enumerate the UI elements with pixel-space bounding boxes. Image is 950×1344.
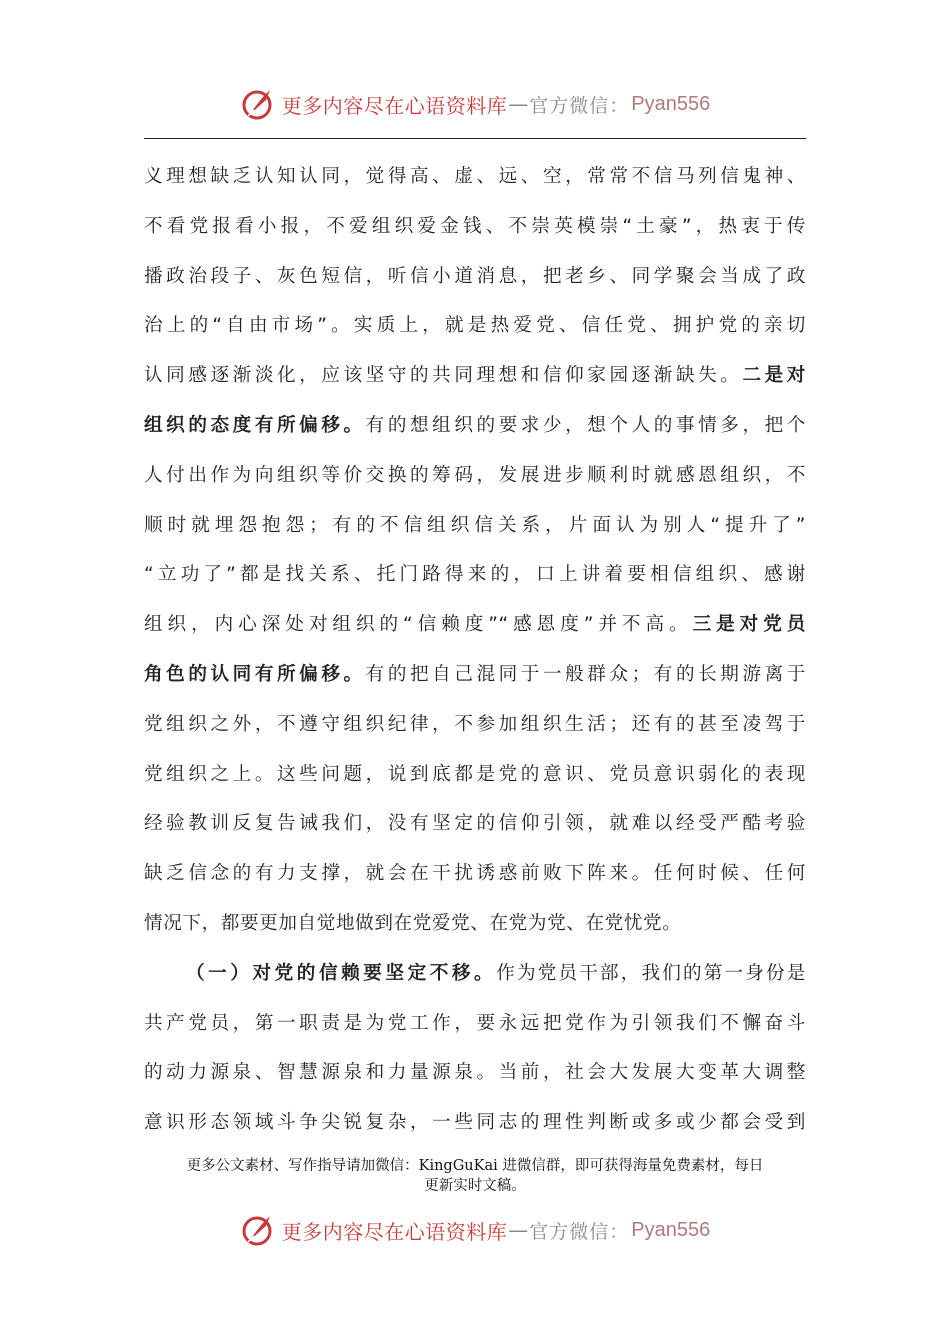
footer-line: 更新实时文稿。 [424,1178,526,1194]
body-line: 播政治段子、灰色短信，听信小道消息，把老乡、同学聚会当成了政 [144,265,806,287]
body-line: 经验教训反复告诫我们，没有坚定的信仰引领，就难以经受严酷考验 [144,813,806,835]
body-line [144,600,806,650]
bold-heading-run: 三是对党员 [692,614,806,636]
body-line: 义理想缺乏认知认同，觉得高、虚、远、空，常常不信马列信鬼神、 [144,166,806,187]
body-line [144,949,806,999]
body-line: 不看党报看小报，不爱组织爱金钱、不崇英模崇“土豪”，热衷于传 [144,215,806,237]
bold-heading-run: 角色的认同有所偏移。 [144,663,366,685]
body-line: 治上的“自由市场”。实质上，就是热爱党、信任党、拥护党的亲切 [144,315,806,337]
banner-dash: — [508,92,529,116]
bold-heading-run: 组织的态度有所偏移。 [144,414,366,436]
body-line: 顺时就埋怨抱怨；有的不信组织信关系，片面认为别人“提升了” [144,514,806,536]
quill-pen-logo-icon [240,1212,276,1248]
body-text-run: 作为党员干部，我们的第一身份是 [496,962,806,984]
banner-title: 更多内容尽在心语资料库 [281,1219,508,1244]
document-body [144,152,806,1148]
footer-banner [0,1208,950,1252]
banner-wechat-id: Pyan556 [631,1218,711,1241]
banner-dash: — [508,1218,529,1242]
header-banner [0,82,950,126]
body-line [144,650,806,700]
quill-pen-logo-icon [240,86,276,122]
banner-wechat-id: Pyan556 [631,92,711,115]
footer-line: 更多公文素材、写作指导请加微信：KingGuKai 进微信群，即可获得海量免费素材，每日 [186,1158,764,1174]
body-line: 党组织之上。这些问题，说到底都是党的意识、党员意识弱化的表现 [144,763,806,785]
banner-subtitle: 官方微信： [529,1220,630,1243]
body-line: 党组织之外，不遵守组织纪律，不参加组织生活；还有的甚至凌驾于 [144,713,806,735]
body-line: 缺乏信念的有力支撑，就会在干扰诱惑前败下阵来。任何时候、任何 [144,863,806,885]
section-heading: （一）对党的信赖要坚定不移。 [186,962,497,984]
footer-note [144,1156,806,1196]
body-line: 共产党员，第一职责是为党工作，要永远把党作为引领我们不懈奋斗 [144,1012,806,1034]
body-line: 情况下，都要更加自觉地做到在党爱党、在党为党、在党忧党。 [144,912,682,934]
header-rule [144,138,806,139]
body-text-run: 有的把自己混同于一般群众；有的长期游离于 [365,663,806,685]
body-text-run: 认同感逐渐淡化，应该坚守的共同理想和信仰家园逐渐缺失。 [144,365,743,387]
body-line [144,401,806,451]
body-line: 人付出作为向组织等价交换的筹码，发展进步顺利时就感恩组织，不 [144,464,806,486]
body-line: “立功了”都是找关系、托门路得来的，口上讲着要相信组织、感谢 [144,564,806,586]
bold-heading-run: 二是对 [742,365,806,387]
body-line: 的动力源泉、智慧源泉和力量源泉。当前，社会大发展大变革大调整 [144,1062,806,1084]
body-text-run: 有的想组织的要求少，想个人的事情多，把个 [365,414,806,436]
body-line: 意识形态领域斗争尖锐复杂，一些同志的理性判断或多或少都会受到 [144,1112,806,1134]
banner-subtitle: 官方微信： [529,94,630,117]
banner-title: 更多内容尽在心语资料库 [281,93,508,118]
body-text-run: 组织，内心深处对组织的“信赖度”“感恩度”并不高。 [144,614,693,636]
body-line [144,351,806,401]
